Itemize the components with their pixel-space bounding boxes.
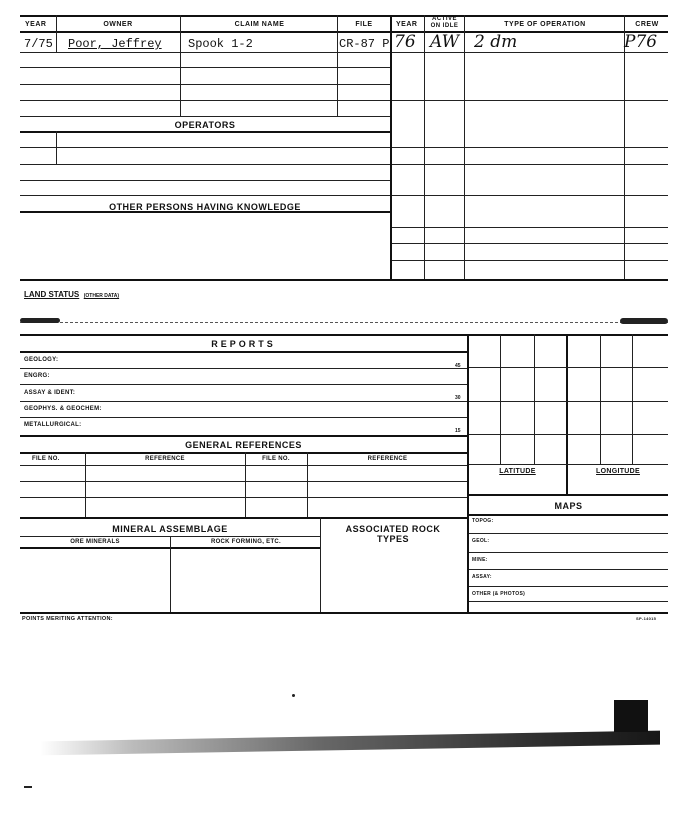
reports-top-line [20, 334, 668, 336]
maps-topog: TOPOG: [472, 518, 494, 524]
report-geophys: GEOPHYS. & GEOCHEM: [24, 406, 102, 412]
entry-file: CR-87 P [339, 37, 390, 51]
entry-owner: Poor, Jeffrey [68, 37, 162, 51]
scan-smudge-right [620, 318, 668, 324]
maps-other: OTHER (& PHOTOS) [472, 591, 526, 597]
entry-year: 7/75 [24, 37, 53, 51]
scan-artifact-block [614, 700, 648, 732]
general-references-heading: GENERAL REFERENCES [185, 440, 302, 450]
maps-heading: MAPS [554, 501, 583, 511]
report-assay: ASSAY & IDENT: [24, 390, 76, 396]
col-header-type-of-operation: TYPE OF OPERATION [504, 21, 586, 28]
entry-hw-crew: P76 [624, 32, 658, 52]
land-status-heading [24, 284, 119, 302]
entry-claim-name: Spook 1-2 [188, 37, 253, 51]
entry-hw-operation: 2 dm [474, 32, 518, 52]
scan-smudge-left [20, 318, 60, 323]
operators-heading: OPERATORS [174, 120, 236, 130]
longitude-label: LONGITUDE [596, 468, 640, 475]
col-header-on-idle: ON IDLE [430, 23, 459, 29]
report-num-30: 30 [455, 395, 461, 401]
ore-minerals-header: ORE MINERALS [70, 539, 120, 545]
col-header-year-2: YEAR [396, 21, 418, 28]
maps-assay: ASSAY: [472, 574, 492, 580]
report-num-45: 45 [455, 363, 461, 369]
reports-heading: REPORTS [211, 339, 276, 349]
maps-mine: MINE: [472, 557, 488, 563]
col-header-year: YEAR [25, 21, 47, 28]
report-num-15: 15 [455, 428, 461, 434]
rock-forming-header: ROCK FORMING, ETC. [210, 539, 282, 545]
ref-header-file-no: FILE NO. [32, 456, 60, 462]
points-meriting-attention: POINTS MERITING ATTENTION: [22, 616, 113, 622]
land-status-line [20, 322, 668, 323]
scan-dot [292, 694, 295, 697]
col-header-crew: CREW [635, 21, 659, 28]
report-geology: GEOLOGY: [24, 357, 59, 363]
col-header-claim-name: CLAIM NAME [234, 21, 285, 28]
scan-artifact-band [40, 731, 660, 756]
ref-header-reference-2: REFERENCE [367, 456, 408, 462]
ref-header-file-no-2: FILE NO. [262, 456, 290, 462]
mineral-assemblage-heading: MINERAL ASSEMBLAGE [112, 524, 228, 534]
col-header-owner: OWNER [103, 21, 133, 28]
maps-geol: GEOL: [472, 538, 490, 544]
col-header-active: ACTIVE [431, 16, 457, 22]
scan-dash [24, 786, 32, 788]
form-number: SP-14015 [636, 616, 657, 621]
col-header-file: FILE [355, 21, 373, 28]
ref-header-reference: REFERENCE [145, 456, 185, 462]
report-metallurgical: METALLURGICAL: [24, 422, 82, 428]
other-persons-heading: OTHER PERSONS HAVING KNOWLEDGE [109, 202, 301, 212]
associated-rock-types-heading: ASSOCIATED ROCK TYPES [345, 524, 441, 544]
land-status-sublabel: (OTHER DATA) [83, 293, 120, 299]
report-engrg: ENGRG: [24, 373, 50, 379]
entry-hw-year: 76 [394, 32, 416, 52]
latitude-label: LATITUDE [499, 468, 536, 475]
land-status-label: LAND STATUS [24, 290, 80, 299]
entry-hw-active: AW [430, 32, 460, 52]
